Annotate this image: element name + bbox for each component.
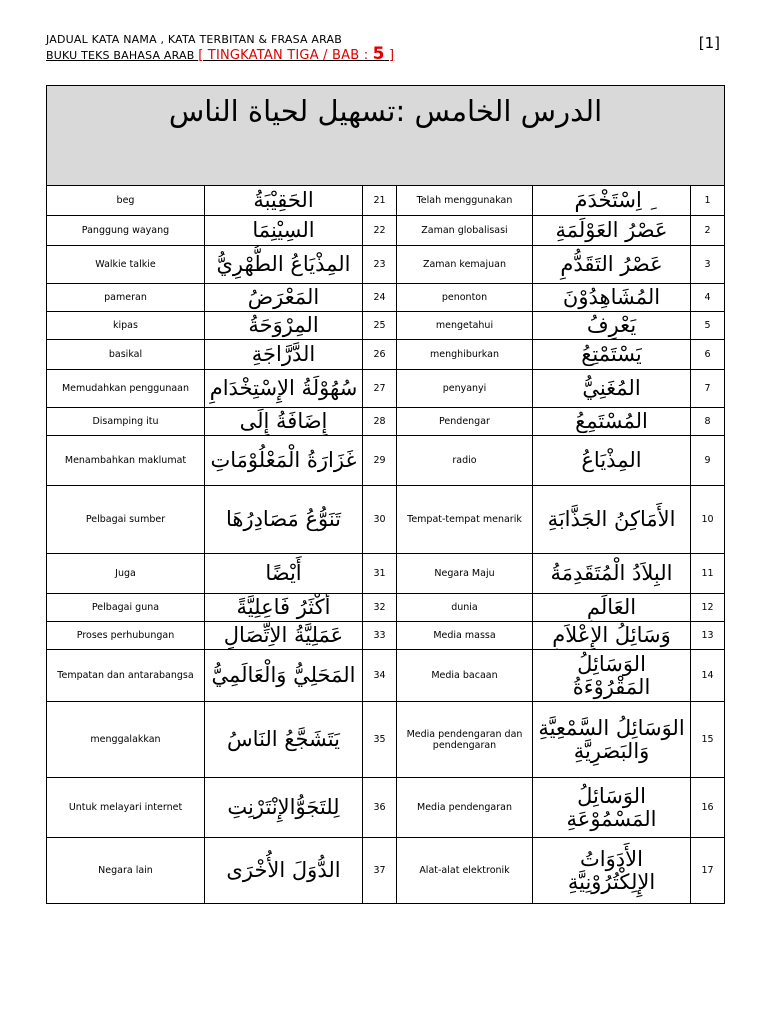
table-row bbox=[47, 312, 725, 340]
vocabulary-table bbox=[46, 85, 725, 904]
left-number: 29 bbox=[363, 436, 397, 486]
left-meaning: Panggung wayang bbox=[47, 216, 205, 246]
table-row bbox=[47, 284, 725, 312]
table-row bbox=[47, 486, 725, 554]
table-row bbox=[47, 594, 725, 622]
left-number: 23 bbox=[363, 246, 397, 284]
table-row bbox=[47, 340, 725, 370]
book-label: BUKU TEKS BAHASA ARAB bbox=[46, 49, 199, 62]
table-row bbox=[47, 370, 725, 408]
left-meaning: Disamping itu bbox=[47, 408, 205, 436]
left-arabic-term: تَنَوُّعُ مَصَادِرُهَا bbox=[205, 486, 363, 554]
right-arabic-term: الوَسَائِلُ السَّمْعِيَّةِ وَالبَصَرِيَّةِ bbox=[533, 702, 691, 778]
table-row bbox=[47, 436, 725, 486]
table-row bbox=[47, 838, 725, 904]
right-number: 8 bbox=[691, 408, 725, 436]
left-meaning: Pelbagai guna bbox=[47, 594, 205, 622]
right-number: 11 bbox=[691, 554, 725, 594]
table-row bbox=[47, 186, 725, 216]
right-number: 4 bbox=[691, 284, 725, 312]
level-label: [ TINGKATAN TIGA / BAB : 5 ] bbox=[198, 44, 395, 64]
header-subtitle bbox=[46, 44, 395, 64]
left-arabic-term: المَعْرَضُ bbox=[205, 284, 363, 312]
right-meaning: Alat-alat elektronik bbox=[397, 838, 533, 904]
left-arabic-term: عَمَلِيَّةُ الاِتِّصَالِ bbox=[205, 622, 363, 650]
left-arabic-term: الدَّرَّاجَةِ bbox=[205, 340, 363, 370]
right-number: 6 bbox=[691, 340, 725, 370]
left-number: 30 bbox=[363, 486, 397, 554]
right-meaning: menghiburkan bbox=[397, 340, 533, 370]
right-arabic-term: المُسْتَمِعُ bbox=[533, 408, 691, 436]
left-arabic-term: إِضَافَةُ إِلَى bbox=[205, 408, 363, 436]
right-arabic-term: ِ اِسْتَخْدَمَ bbox=[533, 186, 691, 216]
right-arabic-term: الوَسَائِلُ المَسْمُوْعَةِ bbox=[533, 778, 691, 838]
left-meaning: kipas bbox=[47, 312, 205, 340]
right-meaning: Media bacaan bbox=[397, 650, 533, 702]
left-arabic-term: لِلتَجَوُّالإِنْتَرْنِتِ bbox=[205, 778, 363, 838]
lesson-title: الدرس الخامس :تسهيل لحياة الناس bbox=[47, 86, 725, 186]
right-number: 10 bbox=[691, 486, 725, 554]
table-row bbox=[47, 650, 725, 702]
right-number: 14 bbox=[691, 650, 725, 702]
right-meaning: dunia bbox=[397, 594, 533, 622]
left-number: 26 bbox=[363, 340, 397, 370]
right-number: 3 bbox=[691, 246, 725, 284]
right-meaning: Media pendengaran bbox=[397, 778, 533, 838]
right-arabic-term: الأَدَوَاتُ الإِلِكْتُرُوْنِيَّةِ bbox=[533, 838, 691, 904]
right-number: 13 bbox=[691, 622, 725, 650]
left-number: 36 bbox=[363, 778, 397, 838]
left-meaning: Walkie talkie bbox=[47, 246, 205, 284]
right-meaning: Zaman kemajuan bbox=[397, 246, 533, 284]
left-number: 34 bbox=[363, 650, 397, 702]
right-arabic-term: المُشَاهِدُوْنَ bbox=[533, 284, 691, 312]
table-row bbox=[47, 554, 725, 594]
right-arabic-term: الوَسَائِلُ المَقْرُوْءَةُ bbox=[533, 650, 691, 702]
right-arabic-term: يَعْرِفُ bbox=[533, 312, 691, 340]
table-row bbox=[47, 216, 725, 246]
left-number: 32 bbox=[363, 594, 397, 622]
left-number: 21 bbox=[363, 186, 397, 216]
left-arabic-term: يَتَشَجَّعُ النَاسُ bbox=[205, 702, 363, 778]
right-number: 17 bbox=[691, 838, 725, 904]
left-number: 24 bbox=[363, 284, 397, 312]
left-number: 31 bbox=[363, 554, 397, 594]
left-number: 25 bbox=[363, 312, 397, 340]
right-meaning: penyanyi bbox=[397, 370, 533, 408]
left-meaning: basikal bbox=[47, 340, 205, 370]
right-number: 12 bbox=[691, 594, 725, 622]
left-arabic-term: المَحَلِيُّ وَالْعَالَمِيُّ bbox=[205, 650, 363, 702]
right-number: 7 bbox=[691, 370, 725, 408]
right-arabic-term: عَصْرُ التَقَدُّمِ bbox=[533, 246, 691, 284]
right-arabic-term: البِلاَدُ الْمُتَقَدِمَةُ bbox=[533, 554, 691, 594]
chapter-number: 5 bbox=[372, 44, 385, 64]
right-arabic-term: الأَمَاكِنُ الجَذَّابَةِ bbox=[533, 486, 691, 554]
right-arabic-term: المُغَنِيُّ bbox=[533, 370, 691, 408]
left-number: 28 bbox=[363, 408, 397, 436]
right-number: 2 bbox=[691, 216, 725, 246]
right-meaning: Tempat-tempat menarik bbox=[397, 486, 533, 554]
right-meaning: Negara Maju bbox=[397, 554, 533, 594]
left-meaning: Memudahkan penggunaan bbox=[47, 370, 205, 408]
right-meaning: mengetahui bbox=[397, 312, 533, 340]
right-number: 5 bbox=[691, 312, 725, 340]
left-arabic-term: المِذْيَاعُ الطُّهْرِيُّ bbox=[205, 246, 363, 284]
right-meaning: radio bbox=[397, 436, 533, 486]
left-arabic-term: غَزَارَةُ الْمَعْلُوْمَاتِ bbox=[205, 436, 363, 486]
left-arabic-term: الحَقِيْبَةُ bbox=[205, 186, 363, 216]
header-title: JADUAL KATA NAMA , KATA TERBITAN & FRASA ARAB bbox=[46, 33, 343, 46]
right-meaning: Media massa bbox=[397, 622, 533, 650]
left-arabic-term: السِيْنِمَا bbox=[205, 216, 363, 246]
left-arabic-term: سُهُوْلَةُ الإِسْتِخْدَامِ bbox=[205, 370, 363, 408]
right-arabic-term: المِذْيَاعُ bbox=[533, 436, 691, 486]
right-meaning: penonton bbox=[397, 284, 533, 312]
table-row bbox=[47, 778, 725, 838]
right-arabic-term: عَصْرُ العَوْلَمَةِ bbox=[533, 216, 691, 246]
right-meaning: Media pendengaran dan pendengaran bbox=[397, 702, 533, 778]
right-meaning: Zaman globalisasi bbox=[397, 216, 533, 246]
left-meaning: menggalakkan bbox=[47, 702, 205, 778]
left-meaning: Pelbagai sumber bbox=[47, 486, 205, 554]
right-arabic-term: يَسْتَمْتِعُ bbox=[533, 340, 691, 370]
left-number: 35 bbox=[363, 702, 397, 778]
left-meaning: pameran bbox=[47, 284, 205, 312]
left-number: 37 bbox=[363, 838, 397, 904]
right-arabic-term: العَالَمِ bbox=[533, 594, 691, 622]
left-meaning: Menambahkan maklumat bbox=[47, 436, 205, 486]
left-number: 27 bbox=[363, 370, 397, 408]
left-arabic-term: المِرْوَحَةُ bbox=[205, 312, 363, 340]
left-meaning: Proses perhubungan bbox=[47, 622, 205, 650]
left-arabic-term: أَكْثَرُ فَاعِلِيَّةً bbox=[205, 594, 363, 622]
left-meaning: Tempatan dan antarabangsa bbox=[47, 650, 205, 702]
left-number: 33 bbox=[363, 622, 397, 650]
left-arabic-term: أَيْضًا bbox=[205, 554, 363, 594]
left-number: 22 bbox=[363, 216, 397, 246]
table-row bbox=[47, 246, 725, 284]
page-number: [1] bbox=[698, 34, 720, 52]
right-meaning: Pendengar bbox=[397, 408, 533, 436]
table-row bbox=[47, 408, 725, 436]
left-meaning: Untuk melayari internet bbox=[47, 778, 205, 838]
table-row bbox=[47, 702, 725, 778]
right-number: 1 bbox=[691, 186, 725, 216]
right-arabic-term: وَسَائِلُ الإِعْلاَمِ bbox=[533, 622, 691, 650]
right-number: 15 bbox=[691, 702, 725, 778]
left-arabic-term: الدُّوَلَ الأُخْرَى bbox=[205, 838, 363, 904]
left-meaning: beg bbox=[47, 186, 205, 216]
right-meaning: Telah menggunakan bbox=[397, 186, 533, 216]
table-row bbox=[47, 622, 725, 650]
right-number: 9 bbox=[691, 436, 725, 486]
right-number: 16 bbox=[691, 778, 725, 838]
left-meaning: Negara lain bbox=[47, 838, 205, 904]
document-header bbox=[46, 32, 394, 63]
left-meaning: Juga bbox=[47, 554, 205, 594]
